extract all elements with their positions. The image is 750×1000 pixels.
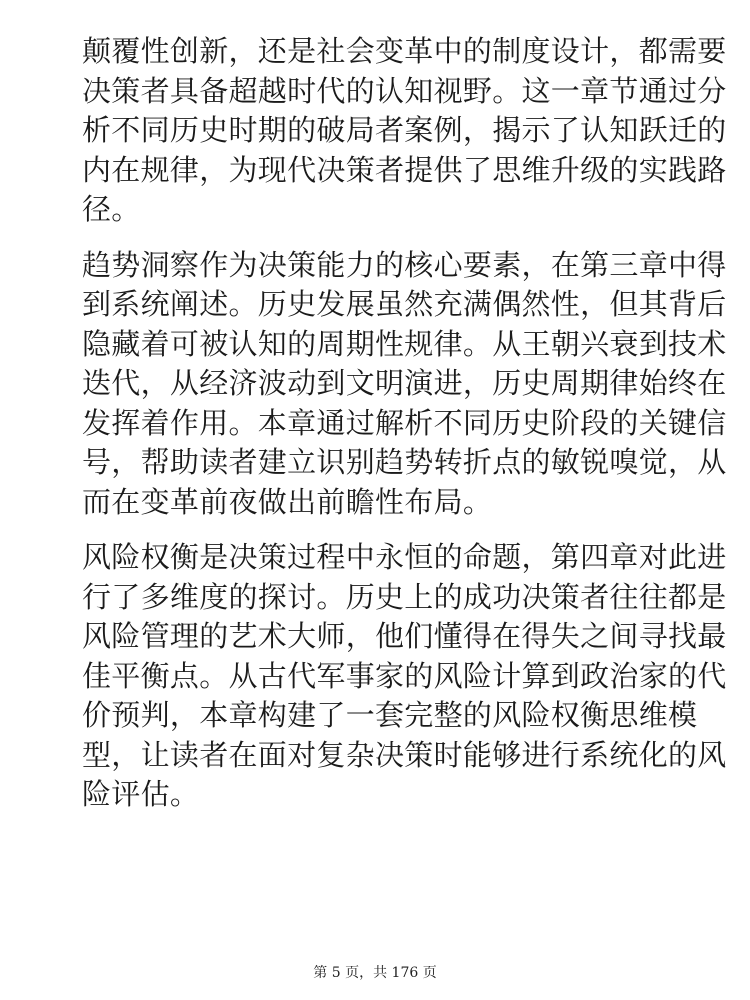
text-line: 而在变革前夜做出前瞻性布局。 [82, 484, 493, 519]
document-body [82, 32, 727, 831]
paragraph-2 [82, 246, 727, 523]
text-line: 佳平衡点。从古代军事家的风险计算到政治家的代 [82, 658, 727, 693]
text-line: 发挥着作用。本章通过解析不同历史阶段的关键信 [82, 405, 727, 440]
text-line: 险评估。 [82, 777, 200, 811]
text-line: 趋势洞察作为决策能力的核心要素，在第三章中得 [82, 247, 727, 282]
text-line: 价预判，本章构建了一套完整的风险权衡思维模 [82, 698, 698, 732]
text-line: 析不同历史时期的破局者案例，揭示了认知跃迁的 [82, 113, 727, 147]
page-number-footer: 第 5 页，共 176 页 [313, 965, 437, 981]
text-line: 迭代，从经济波动到文明演进，历史周期律始终在 [82, 366, 727, 400]
paragraph-1 [82, 32, 727, 230]
paragraph-3 [82, 538, 727, 815]
text-line: 风险权衡是决策过程中永恒的命题，第四章对此进 [82, 540, 727, 574]
text-line: 号，帮助读者建立识别趋势转折点的敏锐嗅觉，从 [82, 445, 727, 479]
text-line: 内在规律，为现代决策者提供了思维升级的实践路 [82, 152, 727, 187]
text-line: 径。 [82, 192, 141, 226]
text-line: 决策者具备超越时代的认知视野。这一章节通过分 [82, 73, 727, 108]
text-line: 隐藏着可被认知的周期性规律。从王朝兴衰到技术 [82, 326, 727, 361]
text-line: 颠覆性创新，还是社会变革中的制度设计，都需要 [82, 34, 727, 68]
text-line: 行了多维度的探讨。历史上的成功决策者往往都是 [82, 579, 727, 614]
text-line: 型，让读者在面对复杂决策时能够进行系统化的风 [82, 737, 727, 772]
text-line: 风险管理的艺术大师，他们懂得在得失之间寻找最 [82, 619, 727, 653]
text-line: 到系统阐述。历史发展虽然充满偶然性，但其背后 [82, 287, 727, 321]
